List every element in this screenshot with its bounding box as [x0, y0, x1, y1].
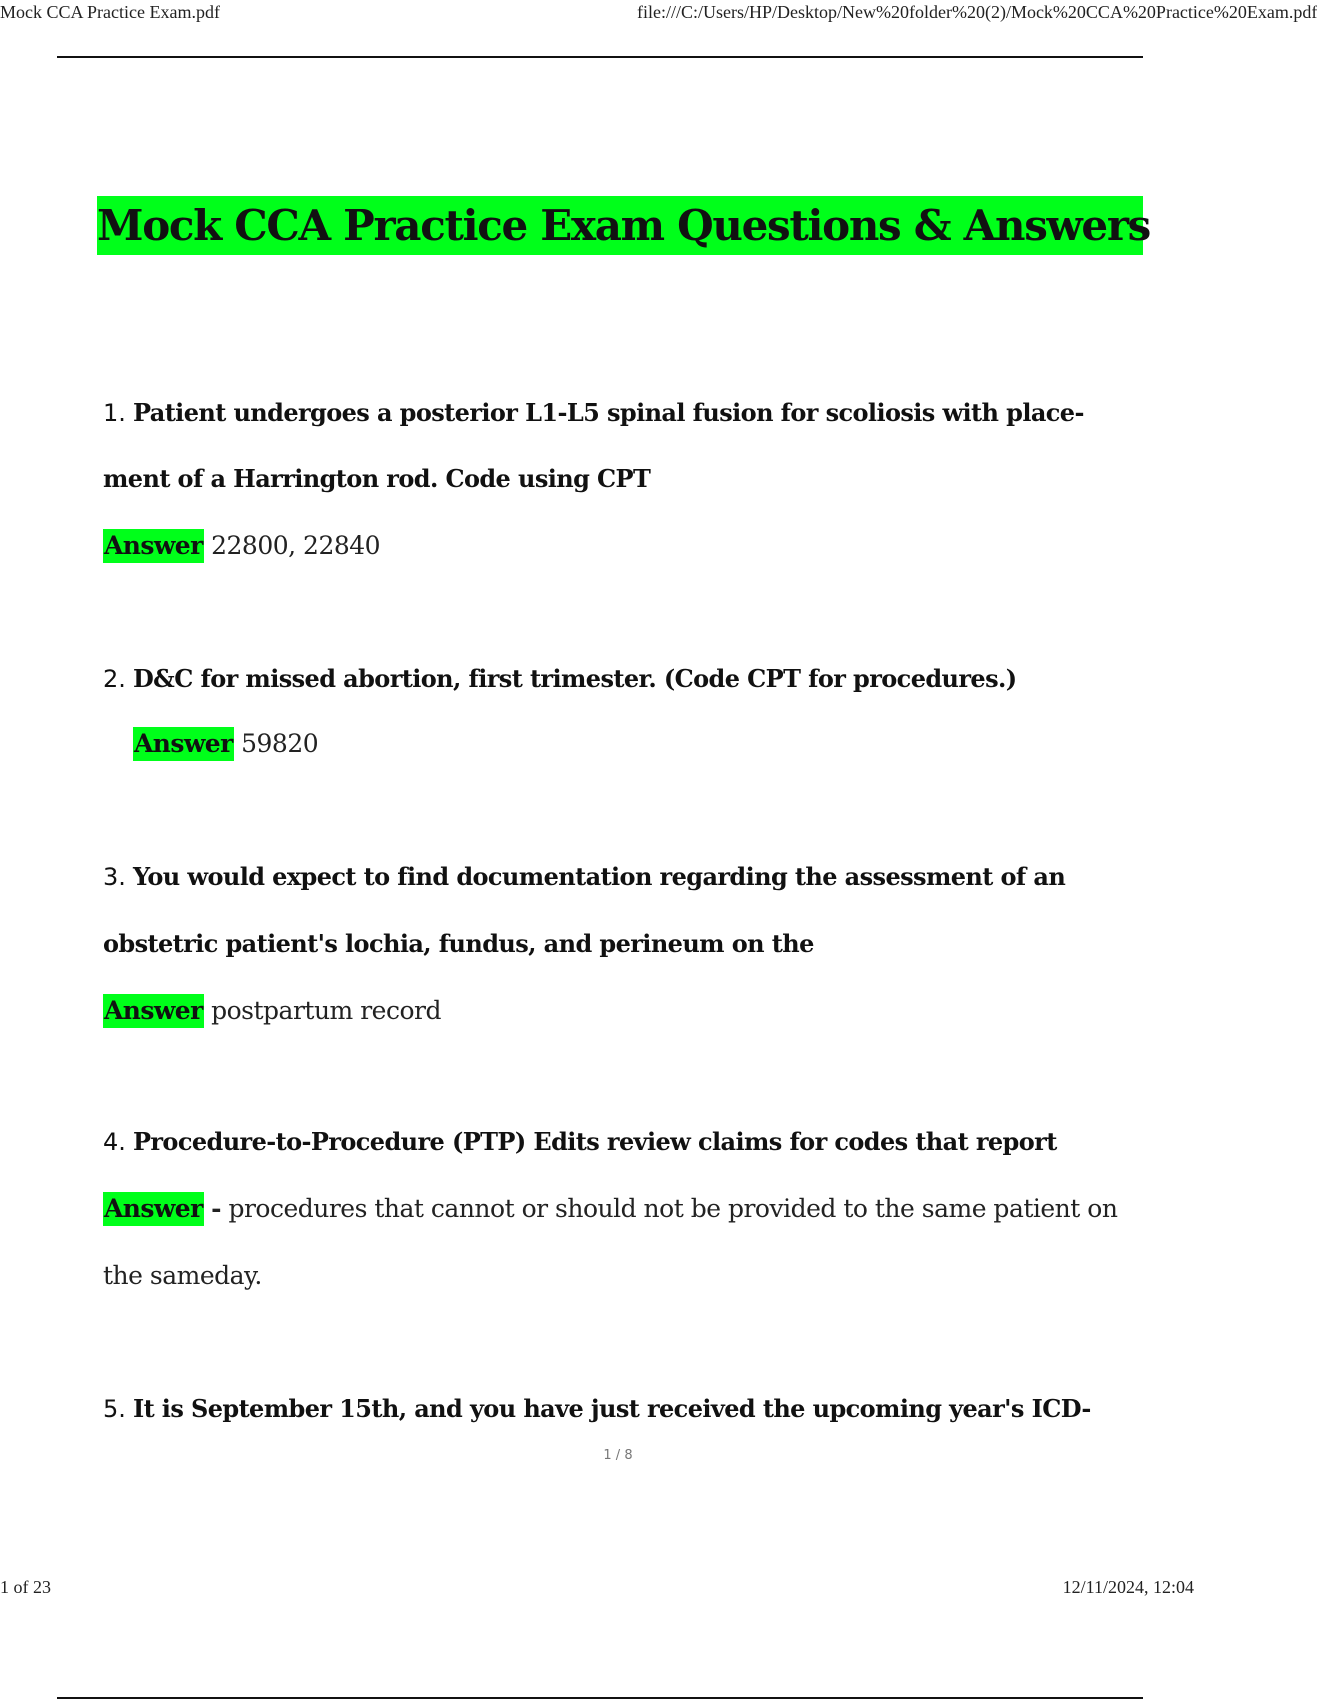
question-text: ment of a Harrington rod. Code using CPT [103, 464, 651, 493]
question-text: obstetric patient's lochia, fundus, and perineum on the [103, 929, 814, 958]
print-footer-datetime: 12/11/2024, 12:04 [1062, 1577, 1194, 1597]
answer-text: postpartum record [211, 996, 441, 1025]
answer-label: Answer [103, 994, 204, 1028]
question-text: It is September 15th, and you have just received the upcoming year's ICD- [132, 1394, 1091, 1423]
answer-2 [133, 729, 318, 758]
question-text: Patient undergoes a posterior L1-L5 spinal fusion for scoliosis with place- [132, 398, 1084, 427]
answer-text: 22800, 22840 [211, 531, 381, 560]
answer-label: Answer [103, 529, 204, 563]
document-title: Mock CCA Practice Exam Questions & Answers [97, 201, 1150, 250]
answer-1 [103, 531, 380, 560]
answer-label: Answer [103, 1192, 204, 1226]
question-2-line-1 [103, 664, 1113, 693]
answer-4 [103, 1194, 1117, 1223]
answer-label: Answer [133, 727, 234, 761]
answer-4-line-2 [103, 1261, 262, 1290]
print-header-title: Mock CCA Practice Exam.pdf [0, 2, 220, 22]
print-header [0, 0, 1317, 30]
answer-dash: - [211, 1194, 221, 1223]
question-text: D&C for missed abortion, first trimester. (Code CPT for procedures.) [132, 664, 1017, 693]
question-number: 2. [103, 665, 126, 693]
question-number: 4. [103, 1128, 126, 1156]
question-1-line-2 [103, 464, 1113, 493]
title-highlight [97, 196, 1150, 255]
answer-text: 59820 [241, 729, 319, 758]
header-divider [57, 56, 1143, 58]
question-text: Procedure-to-Procedure (PTP) Edits review claims for codes that report [132, 1127, 1057, 1156]
question-number: 3. [103, 863, 126, 891]
print-header-url: file:///C:/Users/HP/Desktop/New%20folder%20(2)/Mock%20CCA%20Practice%20Exam.pdf [637, 2, 1317, 22]
question-number: 1. [103, 399, 126, 427]
question-1-line-1 [103, 398, 1113, 427]
question-number: 5. [103, 1395, 126, 1423]
answer-text: the sameday. [103, 1261, 262, 1290]
footer-divider [57, 1697, 1143, 1699]
answer-text: procedures that cannot or should not be provided to the same patient on [228, 1194, 1118, 1223]
answer-3 [103, 996, 441, 1025]
question-text: You would expect to find documentation regarding the assessment of an [132, 862, 1066, 891]
print-footer-page: 1 of 23 [0, 1577, 51, 1597]
print-footer [0, 1577, 1200, 1603]
question-5-line-1 [103, 1394, 1113, 1423]
question-3-line-1 [103, 862, 1113, 891]
question-4-line-1 [103, 1127, 1113, 1156]
page-indicator: 1 / 8 [603, 1448, 633, 1463]
question-3-line-2 [103, 929, 1113, 958]
